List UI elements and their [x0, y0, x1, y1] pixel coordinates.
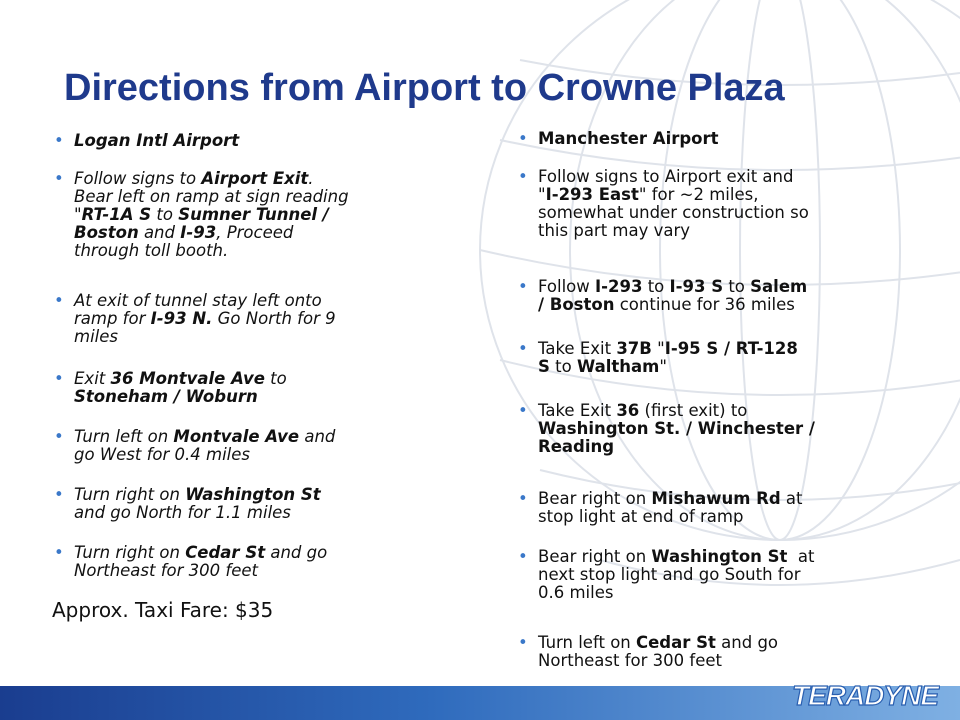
direction-step — [52, 132, 239, 150]
step-text: " — [659, 357, 667, 376]
step-line — [538, 490, 802, 508]
step-text: stop light at end of ramp — [538, 507, 744, 526]
step-text: Take Exit — [538, 401, 617, 420]
step-line — [538, 278, 807, 296]
direction-step — [52, 544, 327, 580]
step-line — [74, 544, 327, 562]
step-text: At exit of tunnel stay left onto — [74, 291, 322, 310]
step-text: " — [74, 205, 82, 224]
step-text: Bear right on — [538, 489, 652, 508]
step-text: and go — [715, 633, 779, 652]
direction-step — [52, 292, 336, 346]
step-line — [538, 358, 798, 376]
step-line — [538, 508, 802, 526]
step-line — [538, 566, 815, 584]
step-text: miles — [74, 327, 118, 346]
emphasis-text: Washington St — [651, 547, 788, 566]
step-text: to — [151, 205, 179, 224]
step-line — [74, 388, 287, 406]
emphasis-text: Logan Intl Airport — [74, 131, 240, 150]
emphasis-text: Manchester Airport — [538, 129, 719, 148]
emphasis-text: I-93 N. — [150, 309, 213, 328]
step-text: Follow — [538, 277, 596, 296]
step-text: at — [787, 547, 815, 566]
emphasis-text: Cedar St — [185, 543, 266, 562]
step-line — [74, 170, 349, 188]
direction-step — [516, 548, 815, 602]
step-line — [74, 206, 349, 224]
direction-step — [516, 278, 807, 314]
step-text: at — [780, 489, 803, 508]
step-line — [538, 652, 778, 670]
step-text: " — [651, 339, 665, 358]
step-line — [538, 340, 798, 358]
direction-step — [516, 130, 719, 148]
step-text: Exit — [74, 369, 111, 388]
step-line — [538, 222, 809, 240]
direction-step — [52, 486, 321, 522]
emphasis-text: S — [538, 357, 550, 376]
logo-text: TERADYNE — [791, 680, 939, 711]
teradyne-logo — [790, 672, 940, 716]
emphasis-text: I-293 — [595, 277, 643, 296]
step-text: Turn right on — [74, 485, 186, 504]
emphasis-text: 37B — [616, 339, 652, 358]
step-text: Follow signs to — [74, 169, 202, 188]
direction-step — [52, 428, 335, 464]
direction-step — [516, 340, 798, 376]
step-text: to — [264, 369, 287, 388]
step-line — [74, 132, 239, 150]
step-line — [538, 204, 809, 222]
step-line — [538, 548, 815, 566]
step-text: this part may vary — [538, 221, 691, 240]
step-line — [74, 292, 336, 310]
step-text: " — [538, 185, 546, 204]
step-line — [538, 296, 807, 314]
step-text: and go — [265, 543, 328, 562]
step-line — [538, 584, 815, 602]
direction-step — [516, 168, 809, 240]
step-text: to — [723, 277, 751, 296]
taxi-fare: Approx. Taxi Fare: $35 — [52, 598, 274, 622]
step-text: 0.6 miles — [538, 583, 614, 602]
emphasis-text: Reading — [538, 437, 615, 456]
step-text: Turn right on — [74, 543, 186, 562]
direction-step — [52, 170, 349, 260]
step-text: continue for 36 miles — [614, 295, 795, 314]
step-line — [538, 420, 815, 438]
emphasis-text: Airport Exit — [201, 169, 309, 188]
step-line — [74, 428, 335, 446]
step-line — [538, 634, 778, 652]
step-line — [538, 130, 719, 148]
direction-step — [516, 402, 815, 456]
emphasis-text: 36 Montvale Ave — [110, 369, 265, 388]
step-line — [538, 168, 809, 186]
step-line — [74, 224, 349, 242]
step-text: Bear left on ramp at sign reading — [74, 187, 349, 206]
step-line — [538, 402, 815, 420]
emphasis-text: Boston — [74, 223, 139, 242]
step-line — [74, 486, 321, 504]
direction-step — [516, 634, 778, 670]
emphasis-text: Stoneham / Woburn — [74, 387, 258, 406]
step-line — [74, 242, 349, 260]
step-text: and go North for 1.1 miles — [74, 503, 291, 522]
step-text: Follow signs to Airport exit and — [538, 167, 794, 186]
step-line — [74, 504, 321, 522]
direction-step — [52, 370, 287, 406]
step-text: ramp for — [74, 309, 151, 328]
emphasis-text: Salem — [750, 277, 808, 296]
step-text: and — [138, 223, 181, 242]
emphasis-text: 36 — [616, 401, 640, 420]
step-text: Bear right on — [538, 547, 652, 566]
step-text: next stop light and go South for — [538, 565, 801, 584]
emphasis-text: Cedar St — [636, 633, 716, 652]
step-line — [74, 310, 336, 328]
step-text: Turn left on — [74, 427, 174, 446]
step-text: to — [642, 277, 670, 296]
step-text: and — [299, 427, 336, 446]
emphasis-text: I-293 East — [545, 185, 639, 204]
page-title: Directions from Airport to Crowne Plaza — [64, 67, 785, 109]
step-text: Turn left on — [538, 633, 636, 652]
emphasis-text: / Boston — [538, 295, 615, 314]
step-line — [74, 328, 336, 346]
emphasis-text: Washington St. / Winchester / — [538, 419, 815, 438]
step-text: through toll booth. — [74, 241, 229, 260]
step-text: Northeast for 300 feet — [538, 651, 722, 670]
step-line — [538, 438, 815, 456]
step-text: . — [308, 169, 314, 188]
emphasis-text: Waltham — [576, 357, 660, 376]
step-line — [74, 446, 335, 464]
step-text: to — [549, 357, 577, 376]
step-text: go West for 0.4 miles — [74, 445, 250, 464]
emphasis-text: Washington St — [185, 485, 321, 504]
step-text: , Proceed — [216, 223, 294, 242]
emphasis-text: Montvale Ave — [173, 427, 300, 446]
step-line — [538, 186, 809, 204]
emphasis-text: RT-1A S — [81, 205, 152, 224]
step-text: somewhat under construction so — [538, 203, 809, 222]
step-text: " for ~2 miles, — [638, 185, 759, 204]
emphasis-text: I-93 S — [669, 277, 724, 296]
step-text: Northeast for 300 feet — [74, 561, 258, 580]
step-text: (first exit) to — [639, 401, 748, 420]
emphasis-text: I-93 — [180, 223, 217, 242]
step-line — [74, 370, 287, 388]
emphasis-text: Mishawum Rd — [651, 489, 781, 508]
step-text: Go North for 9 — [212, 309, 336, 328]
emphasis-text: Sumner Tunnel / — [178, 205, 329, 224]
step-line — [74, 188, 349, 206]
emphasis-text: I-95 S / RT-128 — [664, 339, 798, 358]
direction-step — [516, 490, 802, 526]
step-text: Take Exit — [538, 339, 617, 358]
step-line — [74, 562, 327, 580]
